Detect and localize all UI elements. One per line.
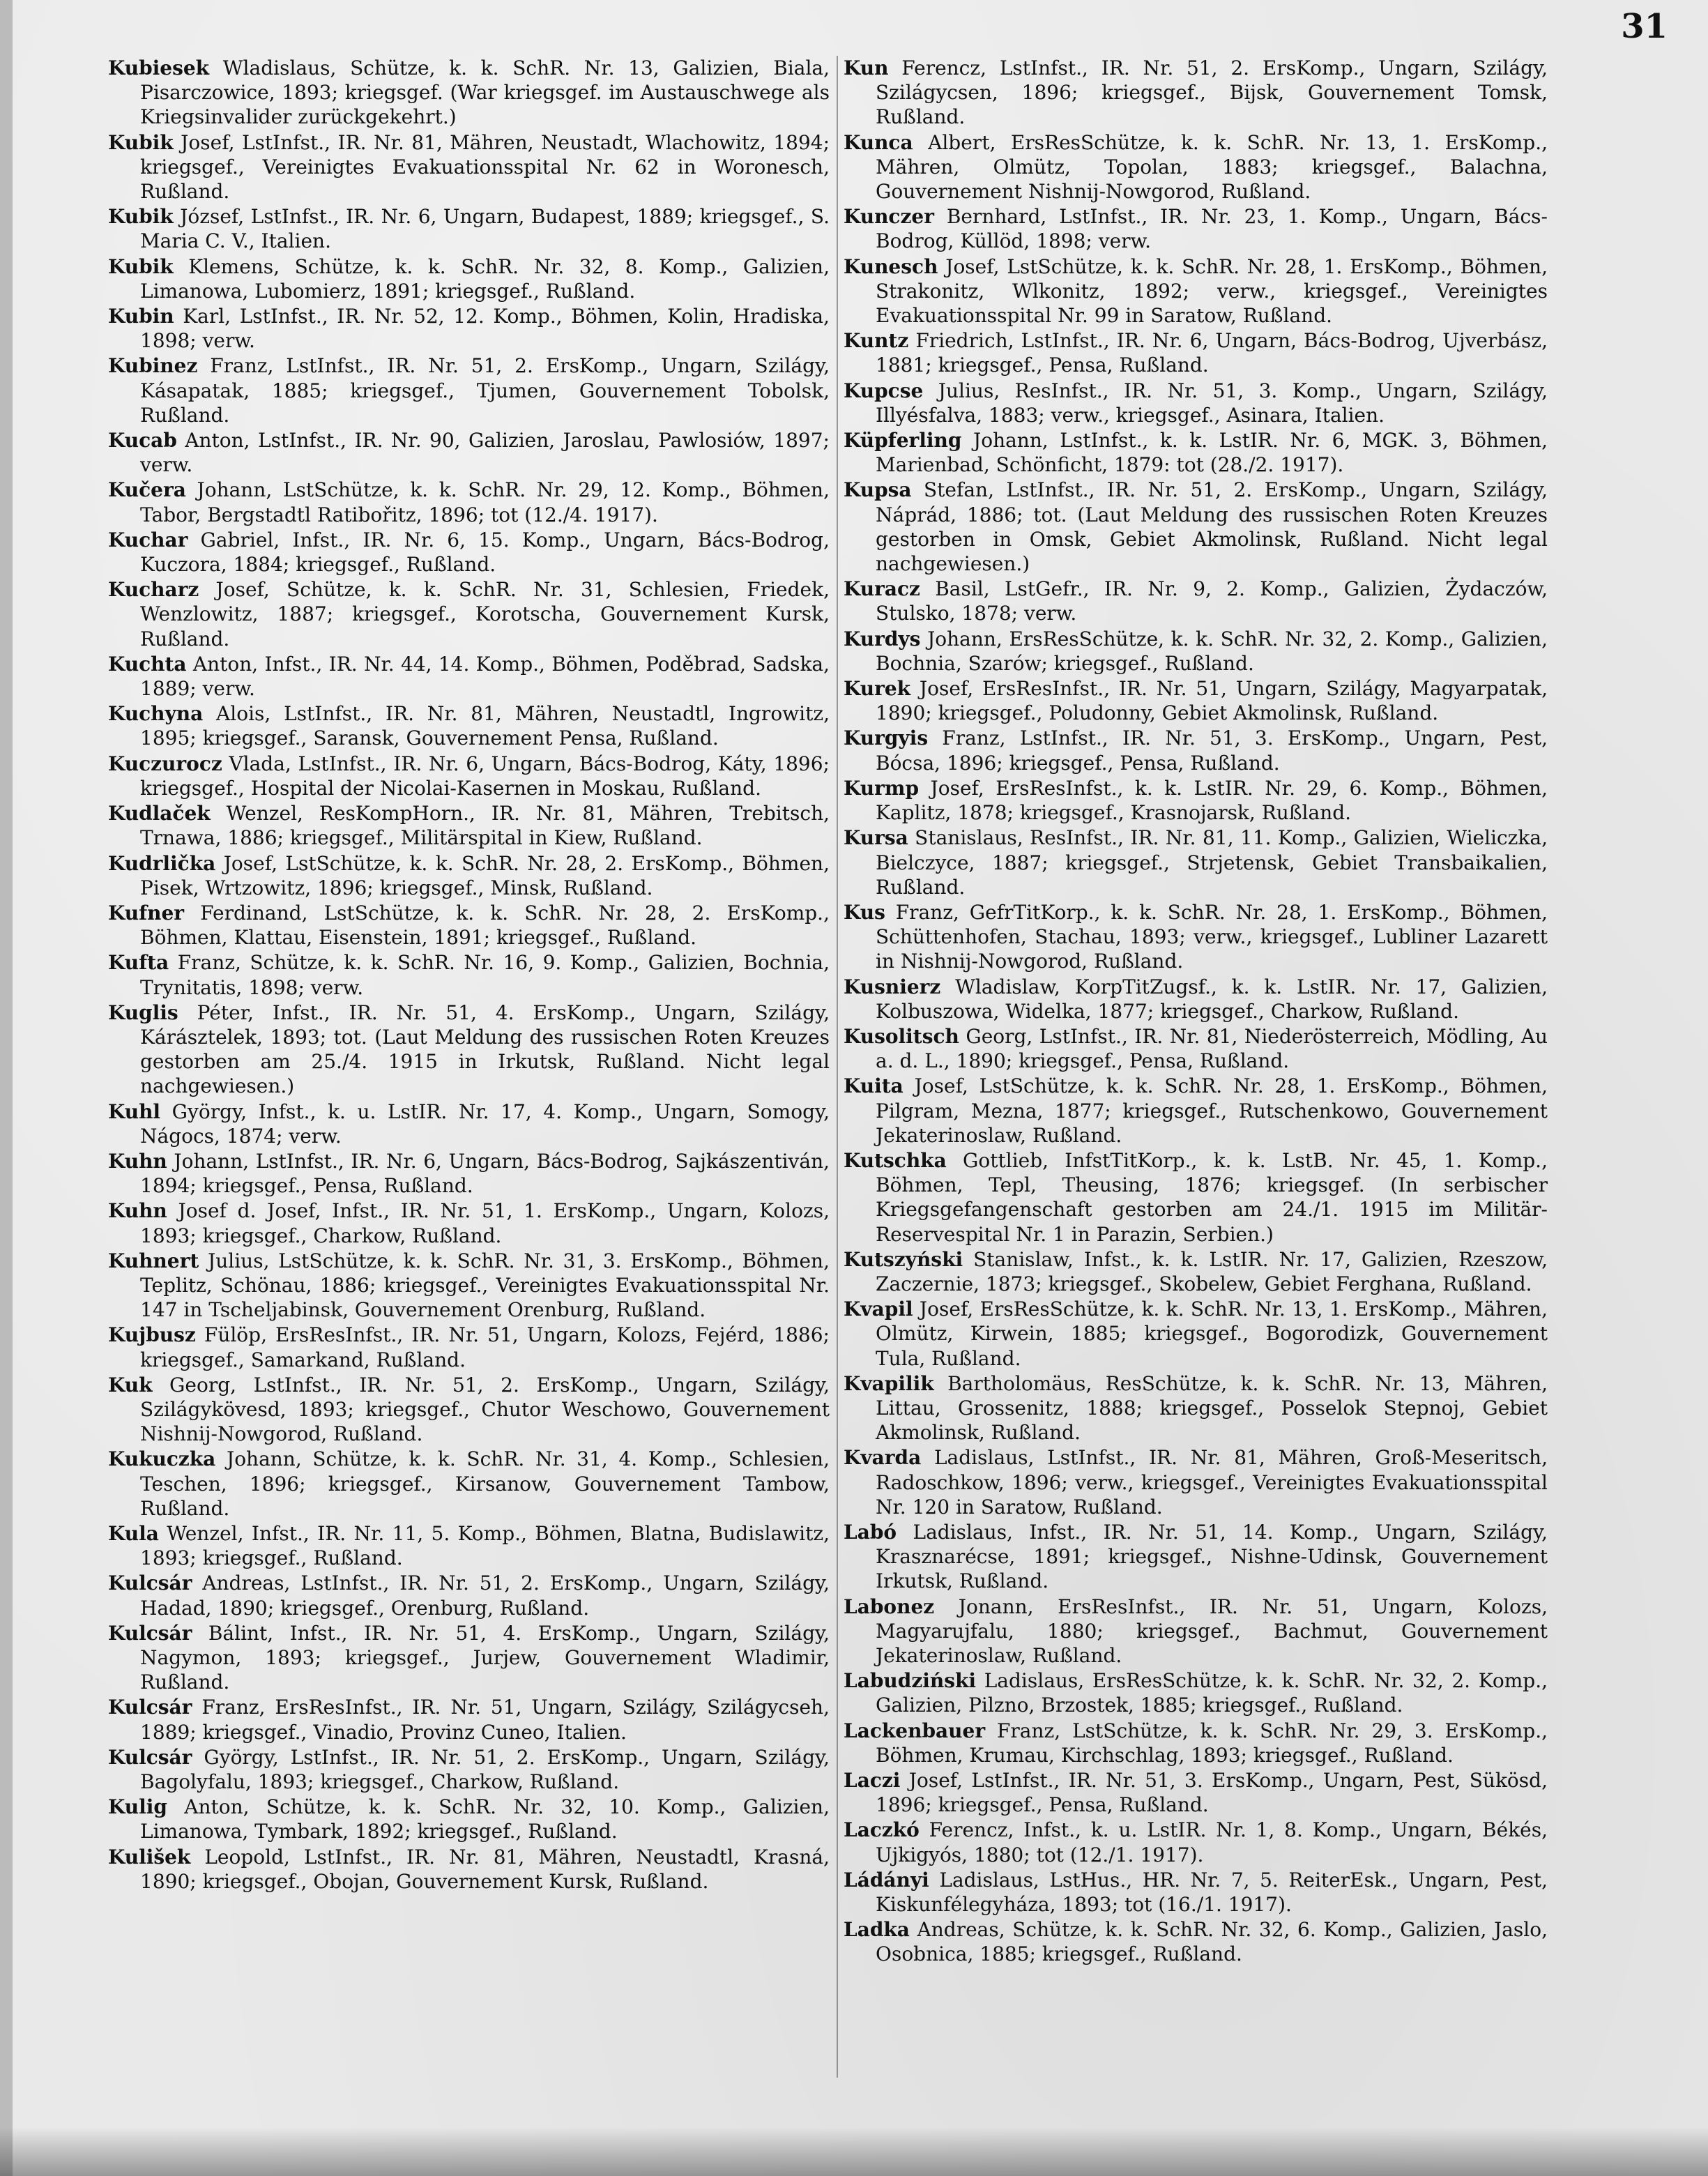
entry-surname: Kuchyna xyxy=(108,702,204,726)
entry-details: Josef, ErsResSchütze, k. k. SchR. Nr. 13, 1. ErsKomp., Mähren, Olmütz, Kirwein, 1885; kriegsgef., Bogorodizk, Gouvernement Tula, Rußland. xyxy=(876,1298,1548,1370)
register-entry xyxy=(844,1917,1548,1966)
entry-details: Ladislaus, LstHus., HR. Nr. 7, 5. ReiterEsk., Ungarn, Pest, Kiskunfélegyháza, 1893; tot (16./1. 1917). xyxy=(876,1868,1548,1917)
register-entry xyxy=(844,577,1548,625)
register-entry xyxy=(108,130,830,204)
register-entry xyxy=(108,652,830,701)
entry-details: Johann, LstInfst., k. k. LstIR. Nr. 6, MGK. 3, Böhmen, Marienbad, Schönficht, 1879: tot (28./2. 1917). xyxy=(876,429,1548,477)
register-entry xyxy=(844,428,1548,477)
entry-surname: Kuntz xyxy=(844,329,909,353)
right-column xyxy=(844,56,1548,2120)
entry-surname: Kurmp xyxy=(844,776,920,800)
register-entry xyxy=(844,1719,1548,1767)
entry-details: Franz, ErsResInfst., IR. Nr. 51, Ungarn, Szilágy, Szilágycseh, 1889; kriegsgef., Vinadio, Provinz Cuneo, Italien. xyxy=(140,1696,830,1744)
entry-surname: Kulcsár xyxy=(108,1745,192,1769)
entry-details: Jonann, ErsResInfst., IR. Nr. 51, Ungarn, Kolozs, Magyarujfalu, 1880; kriegsgef., Bachmut, Gouvernement Jekaterinoslaw, Rußland. xyxy=(876,1595,1548,1667)
register-entry xyxy=(108,1249,830,1323)
register-entry xyxy=(108,428,830,477)
register-entry xyxy=(844,1148,1548,1247)
entry-details: Wenzel, Infst., IR. Nr. 11, 5. Komp., Böhmen, Blatna, Budislawitz, 1893; kriegsgef., Rußland. xyxy=(140,1521,830,1570)
left-column xyxy=(108,56,830,2120)
register-entry xyxy=(108,528,830,577)
entry-details: Franz, LstInfst., IR. Nr. 51, 2. ErsKomp., Ungarn, Szilágy, Kásapatak, 1885; kriegsgef., Tjumen, Gouvernement Tobolsk, Rußland. xyxy=(140,354,830,427)
entry-surname: Kun xyxy=(844,56,889,79)
register-entry xyxy=(108,1845,830,1894)
entry-surname: Ládányi xyxy=(844,1868,929,1892)
entry-details: Gottlieb, InfstTitKorp., k. k. LstB. Nr. 45, 1. Komp., Böhmen, Tepl, Theusing, 1876; kriegsgef. (In serbischer Kriegsgefangenschaft gestorben am 24./1. 1915 im Militär-Reservespital Nr. 1 in Parazin, Serbien.) xyxy=(876,1148,1548,1246)
register-entry xyxy=(108,254,830,303)
register-entry xyxy=(844,900,1548,974)
entry-surname: Kunca xyxy=(844,130,913,154)
register-entry xyxy=(108,1621,830,1695)
entry-details: Ladislaus, LstInfst., IR. Nr. 81, Mähren, Groß-Meseritsch, Radoschkow, 1896; verw., kriegsgef., Vereinigtes Evakuationsspital Nr. 120 in Saratow, Rußland. xyxy=(876,1446,1548,1519)
entry-surname: Kulig xyxy=(108,1795,167,1819)
entry-details: Franz, LstInfst., IR. Nr. 51, 3. ErsKomp., Ungarn, Pest, Bócsa, 1896; kriegsgef., Pensa, Rußland. xyxy=(876,726,1548,775)
entry-surname: Kutszyński xyxy=(844,1247,963,1271)
register-entry xyxy=(844,56,1548,130)
entry-surname: Kuchta xyxy=(108,652,187,676)
register-entry xyxy=(108,1521,830,1570)
entry-surname: Kuhn xyxy=(108,1199,167,1223)
entry-surname: Kufta xyxy=(108,951,169,975)
register-entry xyxy=(844,676,1548,725)
entry-surname: Kubin xyxy=(108,305,174,328)
entry-details: Franz, LstSchütze, k. k. SchR. Nr. 29, 3. ErsKomp., Böhmen, Krumau, Kirchschlag, 1893; kriegsgef., Rußland. xyxy=(876,1719,1548,1767)
entry-details: Fülöp, ErsResInfst., IR. Nr. 51, Ungarn, Kolozs, Fejérd, 1886; kriegsgef., Samarkand, Rußland. xyxy=(140,1323,830,1371)
column-divider xyxy=(837,56,838,2078)
entry-details: Stanislaus, ResInfst., IR. Nr. 81, 11. Komp., Galizien, Wieliczka, Bielczyce, 1887; kriegsgef., Strjetensk, Gebiet Transbaikalien, Rußland. xyxy=(876,826,1548,899)
entry-surname: Kubik xyxy=(108,205,174,229)
entry-details: Albert, ErsResSchütze, k. k. SchR. Nr. 13, 1. ErsKomp., Mähren, Olmütz, Topolan, 1883; kriegsgef., Balachna, Gouvernement Nishnij-Nowgorod, Rußland. xyxy=(876,130,1548,204)
register-entry xyxy=(108,1695,830,1744)
register-entry xyxy=(844,1768,1548,1817)
entry-details: Josef, Schütze, k. k. SchR. Nr. 31, Schlesien, Friedek, Wenzlowitz, 1887; kriegsgef., Korotscha, Gouvernement Kursk, Rußland. xyxy=(140,578,830,650)
register-entry xyxy=(108,204,830,253)
entry-details: Franz, Schütze, k. k. SchR. Nr. 16, 9. Komp., Galizien, Bochnia, Trynitatis, 1898; verw. xyxy=(140,951,830,999)
entry-surname: Kuglis xyxy=(108,1000,178,1024)
entry-details: Johann, LstInfst., IR. Nr. 6, Ungarn, Bács-Bodrog, Sajkászentiván, 1894; kriegsgef., Pensa, Rußland. xyxy=(140,1149,830,1198)
register-entry xyxy=(108,1745,830,1794)
register-entry xyxy=(844,254,1548,328)
register-entry xyxy=(844,975,1548,1024)
entry-details: Josef, LstInfst., IR. Nr. 51, 3. ErsKomp., Ungarn, Pest, Sükösd, 1896; kriegsgef., Pensa, Rußland. xyxy=(876,1769,1548,1817)
entry-surname: Kubinez xyxy=(108,354,198,378)
entry-surname: Kus xyxy=(844,900,885,924)
entry-details: György, LstInfst., IR. Nr. 51, 2. ErsKomp., Ungarn, Szilágy, Bagolyfalu, 1893; kriegsgef., Charkow, Rußland. xyxy=(140,1745,830,1794)
entry-details: Franz, GefrTitKorp., k. k. SchR. Nr. 28, 1. ErsKomp., Böhmen, Schüttenhofen, Stachau, 1893; verw., kriegsgef., Lubliner Lazarett in Nishnij-Nowgorod, Rußland. xyxy=(876,900,1548,973)
entry-surname: Kuhnert xyxy=(108,1249,199,1272)
entry-surname: Labó xyxy=(844,1520,897,1544)
register-entry xyxy=(108,752,830,800)
entry-details: Anton, LstInfst., IR. Nr. 90, Galizien, Jaroslau, Pawlosiów, 1897; verw. xyxy=(140,429,830,477)
entry-details: Julius, LstSchütze, k. k. SchR. Nr. 31, 3. ErsKomp., Böhmen, Teplitz, Schönau, 1886; kriegsgef., Vereinigtes Evakuationsspital Nr. 147 in Tscheljabinsk, Gouvernement Orenburg, Rußland. xyxy=(140,1249,830,1322)
entry-details: Leopold, LstInfst., IR. Nr. 81, Mähren, Neustadtl, Krasná, 1890; kriegsgef., Obojan, Gouvernement Kursk, Rußland. xyxy=(140,1845,830,1893)
register-entry xyxy=(108,304,830,353)
entry-details: Bálint, Infst., IR. Nr. 51, 4. ErsKomp., Ungarn, Szilágy, Nagymon, 1893; kriegsgef., Jurjew, Gouvernement Wladimir, Rußland. xyxy=(140,1621,830,1694)
entry-details: József, LstInfst., IR. Nr. 6, Ungarn, Budapest, 1889; kriegsgef., S. Maria C. V., Italien. xyxy=(140,205,830,253)
register-entry xyxy=(108,1000,830,1099)
register-entry xyxy=(108,1149,830,1198)
entry-surname: Kutschka xyxy=(844,1148,947,1172)
entry-details: Wenzel, ResKompHorn., IR. Nr. 81, Mähren, Trebitsch, Trnawa, 1886; kriegsgef., Militärspital in Kiew, Rußland. xyxy=(140,802,830,850)
register-entry xyxy=(844,1520,1548,1594)
entry-surname: Kuchar xyxy=(108,528,188,551)
entry-surname: Kuhl xyxy=(108,1100,161,1123)
entry-surname: Kuhn xyxy=(108,1149,167,1173)
entry-details: Andreas, Schütze, k. k. SchR. Nr. 32, 6. Komp., Galizien, Jaslo, Osobnica, 1885; kriegsgef., Rußland. xyxy=(876,1918,1548,1966)
entry-surname: Kulcsár xyxy=(108,1696,192,1719)
entry-details: Gabriel, Infst., IR. Nr. 6, 15. Komp., Ungarn, Bács-Bodrog, Kuczora, 1884; kriegsgef., Rußland. xyxy=(140,528,830,577)
register-entry xyxy=(108,1795,830,1843)
entry-details: Anton, Infst., IR. Nr. 44, 14. Komp., Böhmen, Poděbrad, Sadska, 1889; verw. xyxy=(140,652,830,701)
entry-details: Karl, LstInfst., IR. Nr. 52, 12. Komp., Böhmen, Kolin, Hradiska, 1898; verw. xyxy=(140,305,830,353)
entry-surname: Kuita xyxy=(844,1074,903,1098)
register-entry xyxy=(844,627,1548,676)
register-entry xyxy=(108,851,830,900)
register-entry xyxy=(108,950,830,999)
entry-surname: Kunesch xyxy=(844,254,938,278)
page-left-edge xyxy=(0,0,13,2176)
entry-surname: Kucab xyxy=(108,429,177,452)
entry-surname: Kuk xyxy=(108,1373,153,1397)
entry-details: Stanislaw, Infst., k. k. LstIR. Nr. 17, Galizien, Rzeszow, Zaczernie, 1873; kriegsgef., Skobelew, Gebiet Ferghana, Rußland. xyxy=(876,1247,1548,1295)
entry-details: Josef, ErsResInfst., IR. Nr. 51, Ungarn, Szilágy, Magyarpatak, 1890; kriegsgef., Poludonny, Gebiet Akmolinsk, Rußland. xyxy=(876,677,1548,725)
entry-details: Georg, LstInfst., IR. Nr. 81, Niederösterreich, Mödling, Au a. d. L., 1890; kriegsgef., Pensa, Rußland. xyxy=(876,1024,1548,1073)
entry-surname: Kučera xyxy=(108,478,186,502)
entry-surname: Laczkó xyxy=(844,1818,920,1842)
entry-surname: Kubik xyxy=(108,130,174,154)
page-bottom-shadow xyxy=(0,2127,1708,2176)
entry-surname: Laczi xyxy=(844,1769,901,1793)
entry-details: Josef, LstSchütze, k. k. SchR. Nr. 28, 1. ErsKomp., Böhmen, Pilgram, Mezna, 1877; kriegsgef., Rutschenkowo, Gouvernement Jekaterinoslaw, Rußland. xyxy=(876,1074,1548,1147)
entry-details: Andreas, LstInfst., IR. Nr. 51, 2. ErsKomp., Ungarn, Szilágy, Hadad, 1890; kriegsgef., Orenburg, Rußland. xyxy=(140,1572,830,1620)
entry-surname: Kvapil xyxy=(844,1298,913,1321)
register-entry xyxy=(108,901,830,950)
register-entry xyxy=(844,1868,1548,1917)
register-entry xyxy=(108,1447,830,1521)
entry-surname: Kulišek xyxy=(108,1845,191,1869)
entry-details: Ladislaus, Infst., IR. Nr. 51, 14. Komp., Ungarn, Szilágy, Krasznarécse, 1891; kriegsgef., Nishne-Udinsk, Gouvernement Irkutsk, Rußland. xyxy=(876,1520,1548,1593)
register-entry xyxy=(844,130,1548,204)
entry-details: Ferencz, Infst., k. u. LstIR. Nr. 1, 8. Komp., Ungarn, Békés, Ujkigyós, 1880; tot (12./1. 1917). xyxy=(876,1818,1548,1866)
entry-details: Ladislaus, ErsResSchütze, k. k. SchR. Nr. 32, 2. Komp., Galizien, Pilzno, Brzostek, 1885; kriegsgef., Rußland. xyxy=(876,1669,1548,1717)
entry-details: Vlada, LstInfst., IR. Nr. 6, Ungarn, Bács-Bodrog, Káty, 1896; kriegsgef., Hospital der Nicolai-Kasernen in Moskau, Rußland. xyxy=(140,752,830,800)
entry-details: Ferencz, LstInfst., IR. Nr. 51, 2. ErsKomp., Ungarn, Szilágy, Szilágycsen, 1896; kriegsgef., Bijsk, Gouvernement Tomsk, Rußland. xyxy=(876,56,1548,129)
entry-surname: Kubiesek xyxy=(108,56,210,79)
entry-surname: Kvapilik xyxy=(844,1371,934,1395)
register-entry xyxy=(844,1297,1548,1371)
register-entry xyxy=(844,379,1548,427)
entry-details: György, Infst., k. u. LstIR. Nr. 17, 4. Komp., Ungarn, Somogy, Nágocs, 1874; verw. xyxy=(140,1100,830,1148)
register-entry xyxy=(108,1199,830,1247)
register-entry xyxy=(108,1373,830,1447)
register-entry xyxy=(108,701,830,750)
register-entry xyxy=(844,1024,1548,1073)
register-entry xyxy=(844,328,1548,377)
entry-surname: Kuczurocz xyxy=(108,752,222,775)
entry-details: Wladislaw, KorpTitZugsf., k. k. LstIR. Nr. 17, Galizien, Kolbuszowa, Widelka, 1877; kriegsgef., Charkow, Rußland. xyxy=(876,975,1548,1023)
entry-surname: Labudziński xyxy=(844,1669,977,1693)
entry-details: Anton, Schütze, k. k. SchR. Nr. 32, 10. Komp., Galizien, Limanowa, Tymbark, 1892; kriegsgef., Rußland. xyxy=(140,1795,830,1843)
entry-surname: Küpferling xyxy=(844,429,962,452)
register-entry xyxy=(844,776,1548,825)
entry-details: Johann, Schütze, k. k. SchR. Nr. 31, 4. Komp., Schlesien, Teschen, 1896; kriegsgef., Kirsanow, Gouvernement Tambow, Rußland. xyxy=(140,1447,830,1520)
entry-details: Bartholomäus, ResSchütze, k. k. SchR. Nr. 13, Mähren, Littau, Grossenitz, 1888; kriegsgef., Posselok Stepnoj, Gebiet Akmolinsk, Rußland. xyxy=(876,1371,1548,1445)
register-entry xyxy=(844,1371,1548,1445)
register-entry xyxy=(108,56,830,130)
entry-surname: Kujbusz xyxy=(108,1323,196,1347)
entry-surname: Kudrlička xyxy=(108,851,216,875)
register-entry xyxy=(844,726,1548,775)
register-entry xyxy=(844,478,1548,576)
entry-surname: Kula xyxy=(108,1521,159,1545)
register-entry xyxy=(108,577,830,651)
entry-surname: Lackenbauer xyxy=(844,1719,986,1742)
register-entry xyxy=(844,204,1548,253)
register-entry xyxy=(108,801,830,850)
entry-details: Georg, LstInfst., IR. Nr. 51, 2. ErsKomp., Ungarn, Szilágy, Szilágykövesd, 1893; kriegsgef., Chutor Weschowo, Gouvernement Nishnij-Nowgorod, Rußland. xyxy=(140,1373,830,1446)
register-entry xyxy=(844,1668,1548,1717)
entry-details: Wladislaus, Schütze, k. k. SchR. Nr. 13, Galizien, Biala, Pisarczowice, 1893; kriegsgef. (War kriegsgef. im Austauschwege als Kriegsinvalider zurückgekehrt.) xyxy=(140,56,830,129)
register-entry xyxy=(844,1247,1548,1296)
entry-details: Julius, ResInfst., IR. Nr. 51, 3. Komp., Ungarn, Szilágy, Illyésfalva, 1883; verw., kriegsgef., Asinara, Italien. xyxy=(876,379,1548,427)
entry-details: Josef, LstSchütze, k. k. SchR. Nr. 28, 2. ErsKomp., Böhmen, Pisek, Wrtzowitz, 1896; kriegsgef., Minsk, Rußland. xyxy=(140,851,830,899)
entry-surname: Kusnierz xyxy=(844,975,941,998)
register-entry xyxy=(844,1074,1548,1148)
register-entry xyxy=(108,1323,830,1371)
entry-details: Ferdinand, LstSchütze, k. k. SchR. Nr. 28, 2. ErsKomp., Böhmen, Klattau, Eisenstein, 1891; kriegsgef., Rußland. xyxy=(140,901,830,950)
entry-surname: Kurgyis xyxy=(844,726,929,750)
register-entry xyxy=(108,1100,830,1148)
entry-surname: Kulcsár xyxy=(108,1621,192,1645)
entry-details: Alois, LstInfst., IR. Nr. 81, Mähren, Neustadtl, Ingrowitz, 1895; kriegsgef., Saransk, Gouvernement Pensa, Rußland. xyxy=(140,702,830,750)
register-entry xyxy=(108,353,830,427)
entry-details: Friedrich, LstInfst., IR. Nr. 6, Ungarn, Bács-Bodrog, Ujverbász, 1881; kriegsgef., Pensa, Rußland. xyxy=(876,329,1548,377)
entry-surname: Kurek xyxy=(844,677,911,701)
entry-surname: Kubik xyxy=(108,254,174,278)
register-entry xyxy=(108,1571,830,1620)
entry-surname: Kudlaček xyxy=(108,802,211,825)
register-entry xyxy=(844,1445,1548,1519)
entry-surname: Kuracz xyxy=(844,577,920,601)
entry-details: Stefan, LstInfst., IR. Nr. 51, 2. ErsKomp., Ungarn, Szilágy, Náprád, 1886; tot. (Laut Meldung des russischen Roten Kreuzes gestorben in Omsk, Gebiet Akmolinsk, Rußland. Nicht legal nachgewiesen.) xyxy=(876,478,1548,576)
entry-surname: Kulcsár xyxy=(108,1572,192,1595)
entry-surname: Kufner xyxy=(108,901,185,925)
entry-surname: Kukuczka xyxy=(108,1447,216,1471)
register-entry xyxy=(108,478,830,526)
entry-details: Johann, LstSchütze, k. k. SchR. Nr. 29, 12. Komp., Böhmen, Tabor, Bergstadtl Ratibořitz, 1896; tot (12./4. 1917). xyxy=(140,478,830,526)
entry-details: Josef, ErsResInfst., k. k. LstIR. Nr. 29, 6. Komp., Böhmen, Kaplitz, 1878; kriegsgef., Krasnojarsk, Rußland. xyxy=(876,776,1548,825)
register-entry xyxy=(844,1818,1548,1866)
entry-details: Josef, LstSchütze, k. k. SchR. Nr. 28, 1. ErsKomp., Böhmen, Strakonitz, Wlkonitz, 1892; verw., kriegsgef., Vereinigtes Evakuationsspital Nr. 99 in Saratow, Rußland. xyxy=(876,254,1548,328)
entry-surname: Kurdys xyxy=(844,627,921,650)
entry-surname: Kunczer xyxy=(844,205,934,229)
register-entry xyxy=(844,825,1548,899)
entry-details: Péter, Infst., IR. Nr. 51, 4. ErsKomp., Ungarn, Szilágy, Kárásztelek, 1893; tot. (Laut Meldung des russischen Roten Kreuzes gestorben am 25./4. 1915 in Irkutsk, Rußland. Nicht legal nachgewiesen.) xyxy=(140,1000,830,1098)
entry-surname: Kvarda xyxy=(844,1446,922,1470)
entry-surname: Labonez xyxy=(844,1595,935,1618)
entry-details: Johann, ErsResSchütze, k. k. SchR. Nr. 32, 2. Komp., Galizien, Bochnia, Szarów; kriegsgef., Rußland. xyxy=(876,627,1548,675)
entry-details: Josef, LstInfst., IR. Nr. 81, Mähren, Neustadt, Wlachowitz, 1894; kriegsgef., Vereinigtes Evakuationsspital Nr. 62 in Woronesch, Rußland. xyxy=(140,130,830,204)
entry-surname: Kupsa xyxy=(844,478,912,502)
register-entry xyxy=(844,1595,1548,1668)
entry-surname: Kucharz xyxy=(108,578,199,602)
entry-details: Bernhard, LstInfst., IR. Nr. 23, 1. Komp., Ungarn, Bács-Bodrog, Küllöd, 1898; verw. xyxy=(876,205,1548,253)
page-number: 31 xyxy=(1621,7,1668,46)
entry-surname: Ladka xyxy=(844,1918,910,1942)
entry-surname: Kusolitsch xyxy=(844,1024,959,1048)
entry-details: Klemens, Schütze, k. k. SchR. Nr. 32, 8. Komp., Galizien, Limanowa, Lubomierz, 1891; kriegsgef., Rußland. xyxy=(140,254,830,303)
entry-details: Basil, LstGefr., IR. Nr. 9, 2. Komp., Galizien, Żydaczów, Stulsko, 1878; verw. xyxy=(876,577,1548,625)
entry-details: Josef d. Josef, Infst., IR. Nr. 51, 1. ErsKomp., Ungarn, Kolozs, 1893; kriegsgef., Charkow, Rußland. xyxy=(140,1199,830,1247)
entry-surname: Kupcse xyxy=(844,379,924,402)
entry-surname: Kursa xyxy=(844,826,908,850)
